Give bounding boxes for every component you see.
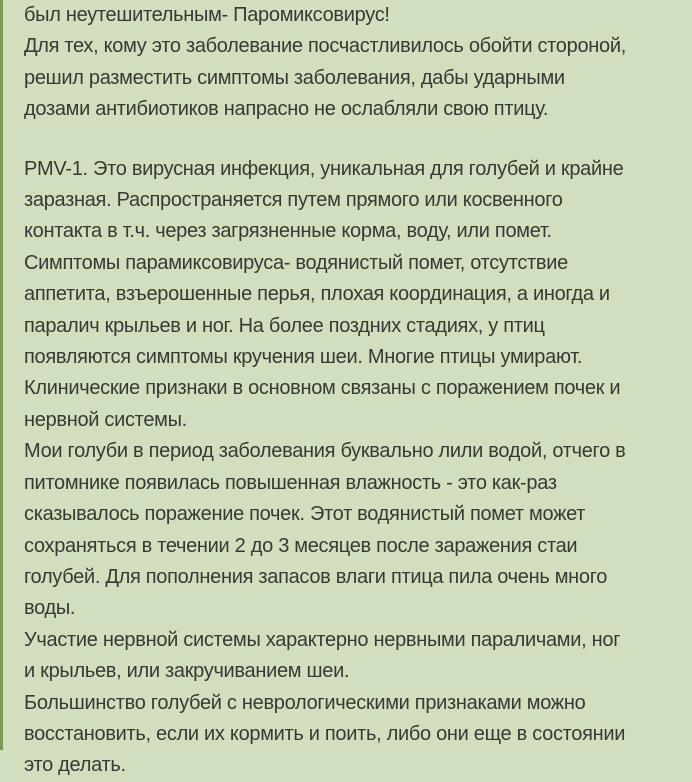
text-line: голубей. Для пополнения запасов влаги птица пила очень много bbox=[24, 565, 608, 588]
text-line: заразная. Распространяется путем прямого или косвенного bbox=[24, 189, 563, 212]
text-line: нервной системы. bbox=[24, 408, 187, 431]
text-line: Симптомы парамиксовируса- водянистый помет, отсутствие bbox=[24, 251, 568, 274]
text-line: дозами антибиотиков напрасно не ослабляли свою птицу. bbox=[24, 98, 549, 121]
text-line: сохраняться в течении 2 до 3 месяцев после заражения стаи bbox=[24, 534, 578, 557]
text-line: сказывалось поражение почек. Этот водянистый помет может bbox=[24, 503, 586, 526]
text-line: появляются симптомы кручения шеи. Многие птицы умирают. bbox=[24, 346, 583, 369]
text-line: Мои голуби в период заболевания буквально лили водой, отчего в bbox=[24, 440, 626, 463]
paragraph bbox=[24, 0, 684, 126]
text-line: контакта в т.ч. через загрязненные корма, воду, или помет. bbox=[24, 220, 552, 243]
text-line: PMV-1. Это вирусная инфекция, уникальная для голубей и крайне bbox=[24, 157, 624, 180]
paragraph bbox=[24, 154, 684, 782]
text-line: аппетита, взъерошенные перья, плохая координация, а иногда и bbox=[24, 283, 610, 306]
post-body bbox=[24, 0, 684, 782]
text-line: Большинство голубей с неврологическими признаками можно bbox=[24, 691, 586, 714]
text-line: восстановить, если их кормить и поить, либо они еще в состоянии bbox=[24, 722, 626, 745]
text-line: был неутешительным- Паромиксовирус! bbox=[24, 4, 390, 26]
text-line: воды. bbox=[24, 597, 76, 620]
text-line: это делать. bbox=[24, 754, 126, 777]
text-line: Участие нервной системы характерно нервными параличами, ног bbox=[24, 628, 621, 651]
text-line: Для тех, кому это заболевание посчастливилось обойти стороной, bbox=[24, 35, 626, 58]
text-line: и крыльев, или закручиванием шеи. bbox=[24, 660, 350, 683]
text-line: Клинические признаки в основном связаны с поражением почек и bbox=[24, 377, 621, 400]
text-line: питомнике появилась повышенная влажность - это как-раз bbox=[24, 471, 557, 494]
text-line: паралич крыльев и ног. На более поздних стадиях, у птиц bbox=[24, 314, 545, 337]
text-line: решил разместить симптомы заболевания, дабы ударными bbox=[24, 66, 565, 89]
